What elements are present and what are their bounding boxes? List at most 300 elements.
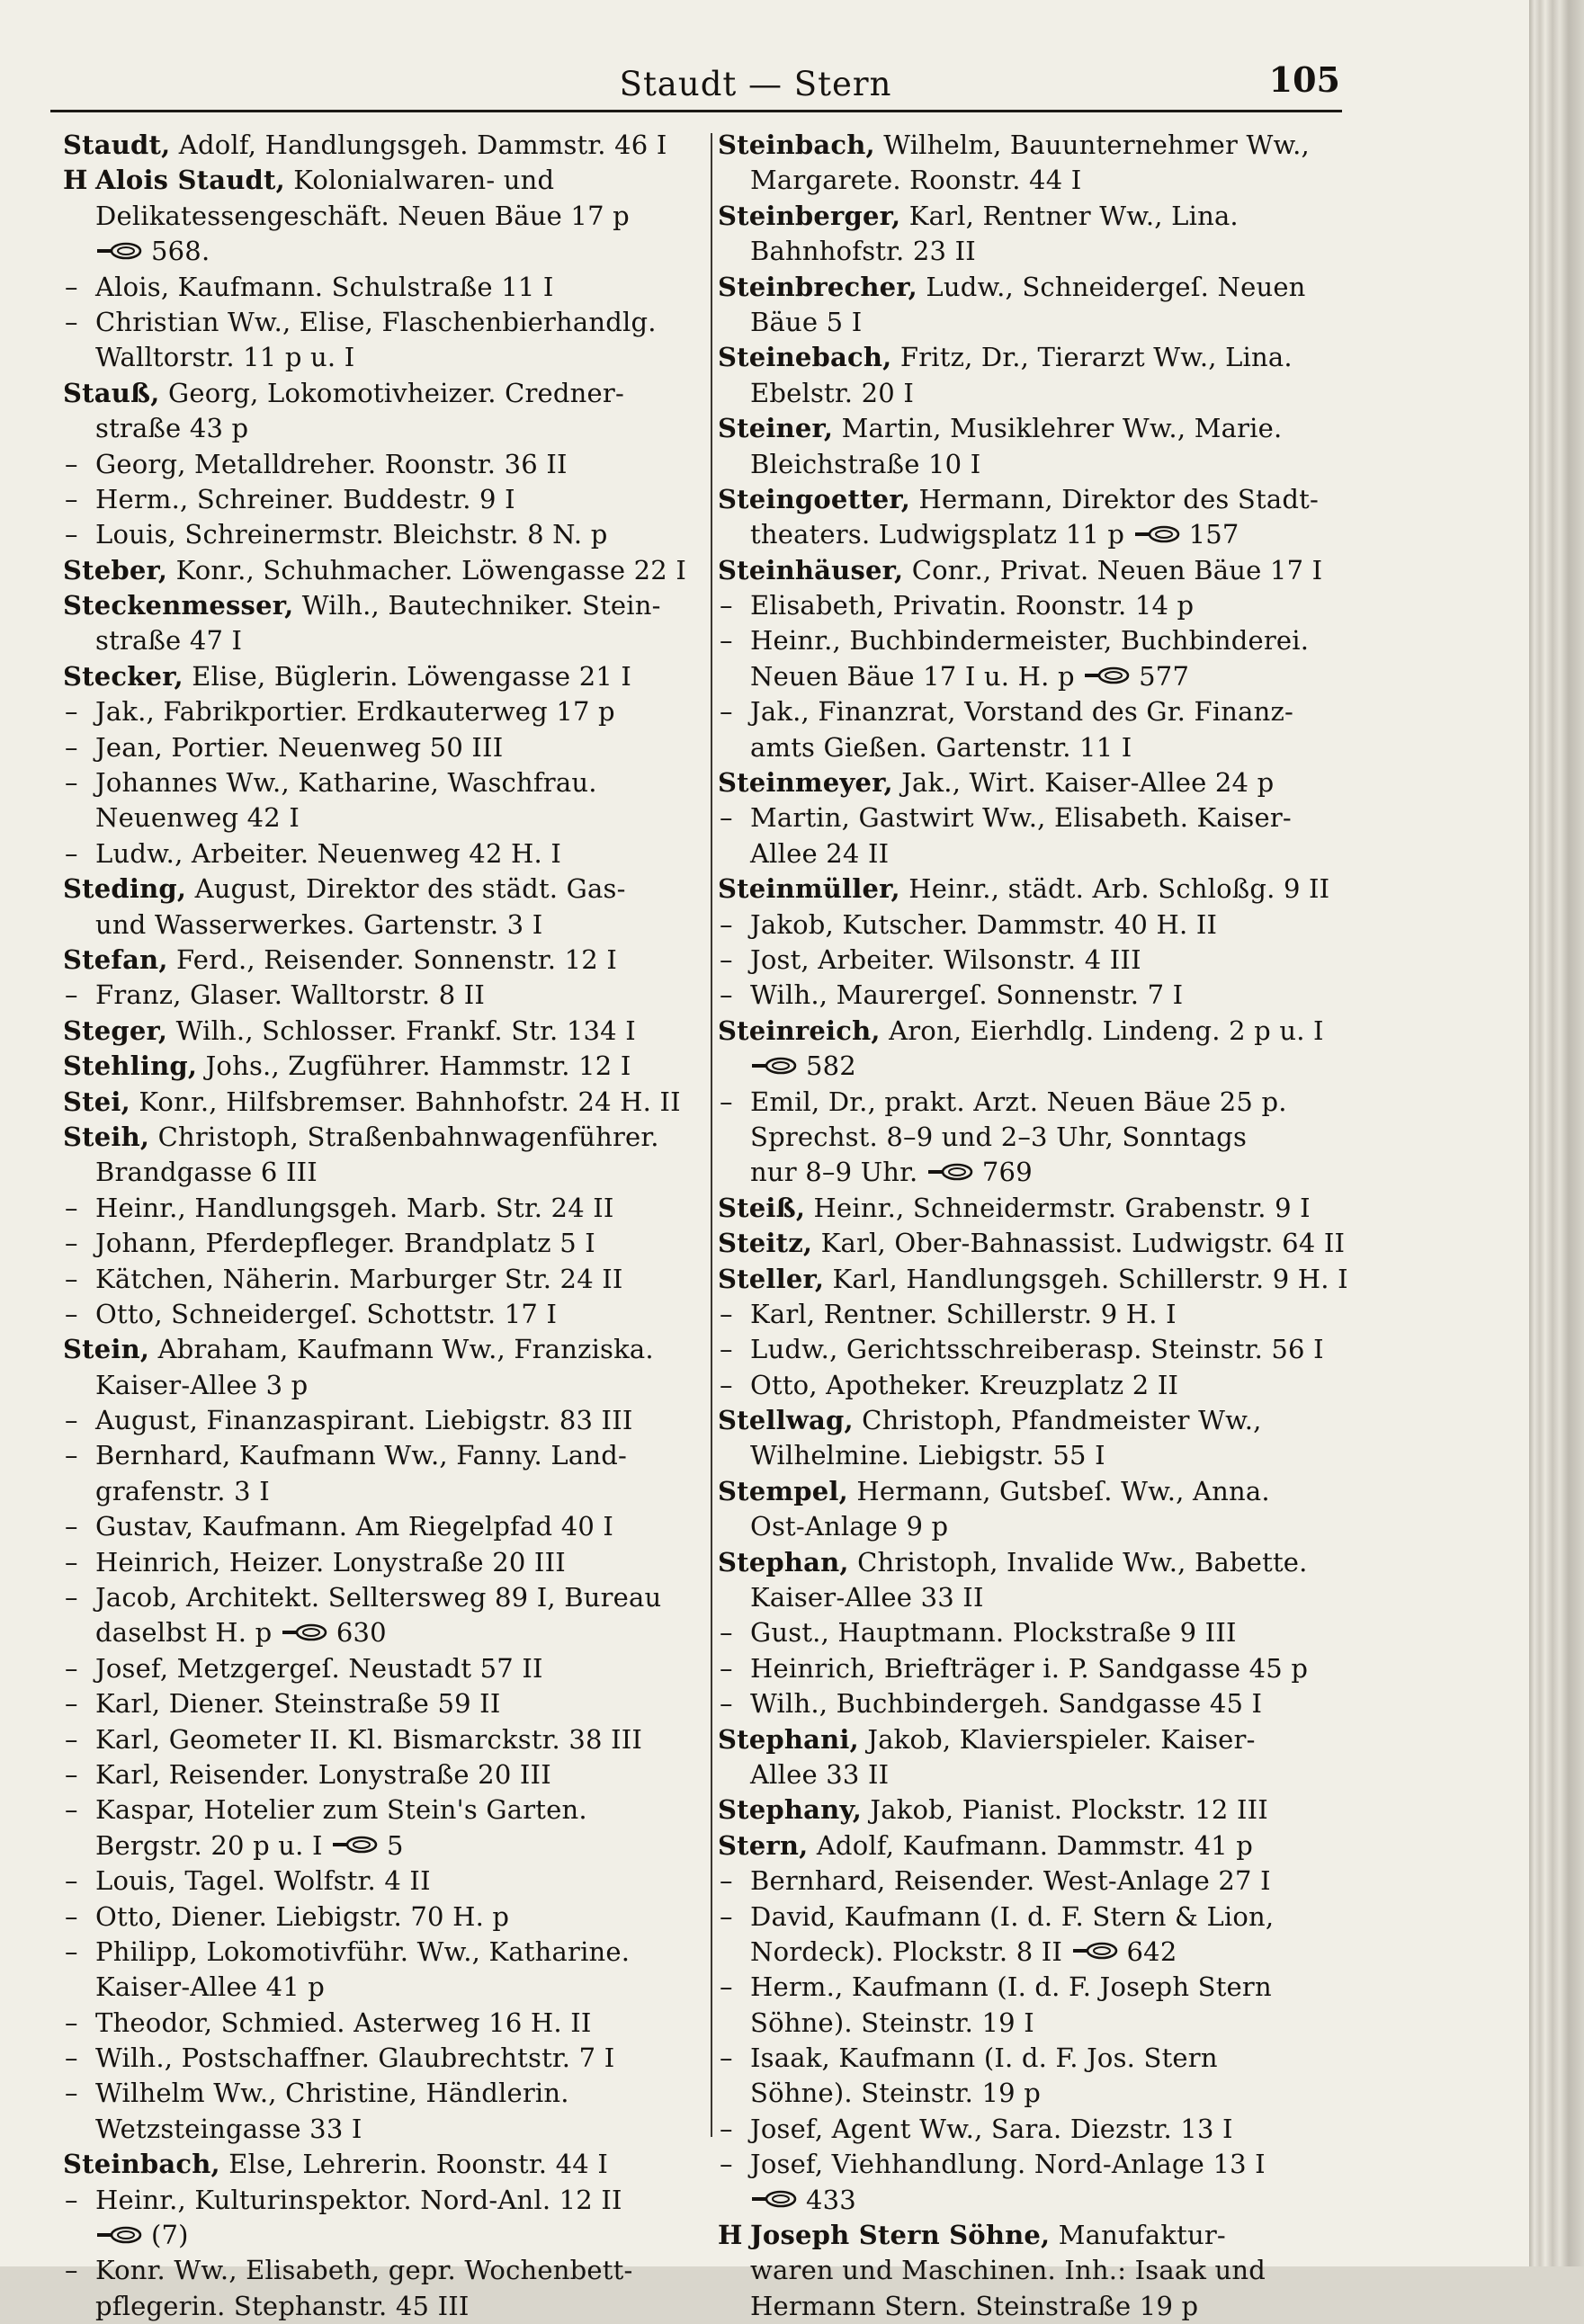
entry-text: Heinr., Kulturinspektor. Nord-Anl. 12 II <box>95 2184 622 2215</box>
entry-text: Nordeck). Plockstr. 8 II <box>750 1935 1063 1967</box>
entry-text: Allee 33 II <box>750 1758 890 1790</box>
entry-line <box>718 1828 1351 1864</box>
continuation-line <box>718 659 1351 694</box>
continuation-line <box>63 1474 693 1509</box>
column-divider <box>711 133 712 2137</box>
entry-text: Allee 24 II <box>750 837 890 869</box>
advert-mark: H <box>718 2220 743 2251</box>
entry-text: Jak., Fabrikportier. Erdkauterweg 17 p <box>95 696 615 728</box>
entry-text: Bernhard, Kaufmann Ww., Fanny. Land- <box>95 1440 627 1471</box>
sub-entry-line <box>718 1651 1351 1686</box>
continuation-line <box>63 1828 693 1864</box>
entry-surname: Steding, <box>63 873 187 905</box>
entry-text: August, Direktor des städt. Gas- <box>186 873 626 905</box>
entry-text: Jost, Arbeiter. Wilsonstr. 4 III <box>750 943 1141 975</box>
sub-entry-line <box>718 1899 1351 1935</box>
book-page-edges <box>1529 0 1584 2266</box>
entry-text: Josef, Agent Ww., Sara. Diezstr. 13 I <box>750 2113 1233 2144</box>
telephone-icon <box>750 2183 799 2218</box>
entry-surname: Steiß, <box>718 1192 806 1223</box>
continuation-line <box>63 1155 693 1190</box>
entry-surname: Steitz, <box>718 1228 813 1259</box>
continuation-line <box>63 1368 693 1403</box>
entry-surname: Stein, <box>63 1334 150 1365</box>
entry-text: Christoph, Pfandmeister Ww., <box>853 1405 1262 1436</box>
entry-text: Jakob, Kutscher. Dammstr. 40 H. II <box>750 908 1218 940</box>
entry-text: Kätchen, Näherin. Marburger Str. 24 II <box>95 1263 623 1294</box>
entry-text: straße 47 I <box>95 625 243 657</box>
continuation-line <box>718 1935 1351 1970</box>
entry-line <box>718 1262 1351 1297</box>
advert-name: Joseph Stern Söhne, <box>750 2220 1051 2251</box>
entry-line <box>718 1014 1351 1049</box>
entry-text: Christoph, Invalide Ww., Babette. <box>848 1546 1308 1578</box>
sub-entry-line <box>63 517 693 552</box>
entry-text: Kaspar, Hotelier zum Stein's Garten. <box>95 1794 587 1826</box>
entry-text: David, Kaufmann (I. d. F. Stern & Lion, <box>750 1900 1275 1932</box>
sub-entry-line <box>63 1864 693 1899</box>
entry-text: Ebelstr. 20 I <box>750 377 914 408</box>
entry-text: Fritz, Dr., Tierarzt Ww., Lina. <box>891 342 1293 373</box>
entry-text: Ludw., Gerichtsschreiberasp. Steinstr. 56 I <box>750 1334 1324 1365</box>
spacer <box>1062 1936 1070 1967</box>
entry-text: Isaak, Kaufmann (I. d. F. Jos. Stern <box>750 2042 1218 2074</box>
entry-text: Hermann, Gutsbeſ. Ww., Anna. <box>847 1475 1270 1506</box>
entry-text: Otto, Apotheker. Kreuzplatz 2 II <box>750 1369 1179 1400</box>
sub-entry-line <box>718 907 1351 943</box>
entry-text: Christian Ww., Elise, Flaschenbierhandlg. <box>95 306 657 337</box>
sub-entry-line <box>63 1191 693 1226</box>
entry-line <box>63 872 693 907</box>
entry-line <box>63 1120 693 1155</box>
entry-text: Heinrich, Heizer. Lonystraße 20 III <box>95 1546 566 1578</box>
entry-text: Bernhard, Reisender. West-Anlage 27 I <box>750 1865 1271 1897</box>
entry-text: Elisabeth, Privatin. Roonstr. 14 p <box>750 590 1195 621</box>
entry-text: Josef, Viehhandlung. Nord-Anlage 13 I <box>750 2149 1266 2180</box>
entry-text: Emil, Dr., prakt. Arzt. Neuen Bäue 25 p. <box>750 1086 1287 1117</box>
entry-text: Gust., Hauptmann. Plockstraße 9 III <box>750 1617 1237 1649</box>
spacer <box>1075 661 1083 692</box>
sub-entry-line <box>718 1864 1351 1899</box>
entry-text: Söhne). Steinstr. 19 p <box>750 2078 1041 2109</box>
entry-text: straße 43 p <box>95 413 249 444</box>
sub-entry-line <box>63 2041 693 2076</box>
telephone-line <box>63 2218 693 2253</box>
sub-entry-line <box>63 1757 693 1792</box>
sub-entry-line <box>718 1297 1351 1332</box>
entry-surname: Steih, <box>63 1121 150 1152</box>
entry-text: Ludw., Arbeiter. Neuenweg 42 H. I <box>95 837 561 869</box>
telephone-line <box>63 234 693 269</box>
sub-entry-line <box>63 2183 693 2218</box>
entry-surname: Steiner, <box>718 413 834 444</box>
sub-entry-line <box>63 2253 693 2288</box>
sub-entry-line <box>63 1580 693 1615</box>
sub-entry-line <box>63 978 693 1013</box>
header-rule <box>50 110 1342 112</box>
telephone-number: 5 <box>387 1829 404 1861</box>
entry-line <box>63 1049 693 1084</box>
continuation-line <box>63 411 693 446</box>
entry-line <box>718 199 1351 234</box>
continuation-line <box>718 2289 1351 2324</box>
entry-line <box>63 1014 693 1049</box>
entry-text: Martin, Gastwirt Ww., Elisabeth. Kaiser- <box>750 802 1292 834</box>
advert-entry-line <box>718 2218 1351 2253</box>
entry-line <box>718 1722 1351 1757</box>
telephone-number: 568. <box>151 236 210 267</box>
entry-line <box>718 128 1351 163</box>
sub-entry-line <box>718 1615 1351 1650</box>
sub-entry-line <box>718 1686 1351 1721</box>
entry-text: Karl, Ober-Bahnassist. Ludwigstr. 64 II <box>812 1228 1346 1259</box>
entry-text: Ferd., Reisender. Sonnenstr. 12 I <box>167 943 618 975</box>
entry-text: Wilh., Bautechniker. Stein- <box>293 590 661 621</box>
entry-text: Wetzsteingasse 33 I <box>95 2113 362 2144</box>
sub-entry-line <box>63 2006 693 2041</box>
page-number: 105 <box>1268 59 1340 100</box>
sub-entry-line <box>63 1262 693 1297</box>
entry-text: Kaiser-Allee 33 II <box>750 1582 984 1613</box>
entry-line <box>63 1085 693 1120</box>
entry-text: Karl, Reisender. Lonystraße 20 III <box>95 1758 551 1790</box>
telephone-icon <box>331 1828 380 1864</box>
continuation-line <box>63 623 693 658</box>
entry-text: Karl, Handlungsgeh. Schillerstr. 9 H. I <box>824 1263 1348 1294</box>
entry-surname: Steller, <box>718 1263 825 1294</box>
entry-surname: Stephani, <box>718 1723 859 1755</box>
entry-line <box>718 1792 1351 1828</box>
entry-text: Herm., Kaufmann (I. d. F. Joseph Stern <box>750 1971 1272 2003</box>
entry-surname: Stephan, <box>718 1546 849 1578</box>
continuation-line <box>718 163 1351 198</box>
telephone-icon <box>1133 517 1182 552</box>
telephone-icon <box>95 2218 144 2253</box>
entry-text: Bleichstraße 10 I <box>750 448 981 479</box>
entry-line <box>718 1474 1351 1509</box>
entry-line <box>718 1403 1351 1438</box>
entry-surname: Steinbach, <box>718 130 875 160</box>
entry-text: Kaiser-Allee 41 p <box>95 1971 326 2003</box>
entry-line <box>718 482 1351 517</box>
spacer <box>272 1617 280 1648</box>
entry-text: Ludw., Schneidergeſ. Neuen <box>917 271 1306 302</box>
entry-text: Hermann, Direktor des Stadt- <box>910 483 1319 514</box>
entry-text: Philipp, Lokomotivführ. Ww., Katharine. <box>95 1935 631 1967</box>
entry-surname: Steinmüller, <box>718 873 900 905</box>
entry-line <box>718 765 1351 800</box>
telephone-number: 630 <box>336 1617 387 1649</box>
entry-text: Heinr., Buchbindermeister, Buchbinderei. <box>750 625 1310 657</box>
entry-line <box>718 553 1351 588</box>
entry-text: Bergstr. 20 p u. I <box>95 1829 323 1861</box>
entry-text: Christoph, Straßenbahnwagenführer. <box>149 1121 659 1152</box>
entry-text: August, Finanzaspirant. Liebigstr. 83 III <box>95 1405 633 1436</box>
entry-surname: Steinreich, <box>718 1015 881 1046</box>
entry-surname: Steinebach, <box>718 342 892 373</box>
entry-text: nur 8–9 Uhr. <box>750 1157 918 1188</box>
entry-surname: Steinhäuser, <box>718 554 904 585</box>
sub-entry-line <box>63 447 693 482</box>
continuation-line <box>718 1509 1351 1544</box>
entry-surname: Stellwag, <box>718 1405 854 1436</box>
entry-surname: Steinberger, <box>718 200 901 231</box>
entry-line <box>63 2147 693 2182</box>
entry-text: Karl, Geometer II. Kl. Bismarckstr. 38 III <box>95 1723 643 1755</box>
sub-entry-line <box>63 1545 693 1580</box>
continuation-line <box>718 2076 1351 2111</box>
entry-text: Georg, Lokomotivheizer. Credner- <box>159 377 624 408</box>
entry-surname: Stephany, <box>718 1794 862 1826</box>
telephone-icon <box>1083 659 1132 694</box>
advert-name: Alois Staudt, <box>95 165 285 196</box>
entry-text: Ost-Anlage 9 p <box>750 1511 949 1542</box>
entry-text: Wilh., Maurergeſ. Sonnenstr. 7 I <box>750 979 1184 1011</box>
entry-text: Karl, Rentner. Schillerstr. 9 H. I <box>750 1298 1177 1329</box>
sub-entry-line <box>718 1085 1351 1120</box>
entry-text: Heinr., Schneidermstr. Grabenstr. 9 I <box>805 1192 1311 1223</box>
entry-text: Johs., Zugführer. Hammstr. 12 I <box>197 1050 631 1082</box>
entry-line <box>718 1191 1351 1226</box>
spacer <box>323 1830 331 1861</box>
sub-entry-line <box>718 1332 1351 1367</box>
entry-surname: Stehling, <box>63 1050 198 1082</box>
sub-entry-line <box>63 1509 693 1544</box>
sub-entry-line <box>63 1226 693 1261</box>
entry-text: Bäue 5 I <box>750 306 863 337</box>
entry-surname: Staudt, <box>63 130 171 160</box>
entry-surname: Steinbach, <box>63 2149 220 2180</box>
continuation-line <box>718 730 1351 765</box>
entry-text: Jakob, Klavierspieler. Kaiser- <box>858 1723 1256 1755</box>
entry-text: Wilh., Schlosser. Frankf. Str. 134 I <box>167 1015 636 1046</box>
telephone-number: 642 <box>1126 1935 1177 1967</box>
entry-surname: Steckenmesser, <box>63 590 294 621</box>
entry-text: Wilhelm, Bauunternehmer Ww., <box>874 130 1310 160</box>
telephone-number: 769 <box>981 1157 1033 1188</box>
entry-text: Gustav, Kaufmann. Am Riegelpfad 40 I <box>95 1511 614 1542</box>
continuation-line <box>63 340 693 375</box>
sub-entry-line <box>63 1438 693 1473</box>
continuation-line <box>718 305 1351 340</box>
sub-entry-line <box>63 1686 693 1721</box>
telephone-icon <box>926 1155 975 1190</box>
entry-text: Aron, Eierhdlg. Lindeng. 2 p u. I <box>880 1015 1324 1046</box>
continuation-line <box>718 1757 1351 1792</box>
entry-text: Otto, Schneidergeſ. Schottstr. 17 I <box>95 1298 558 1329</box>
entry-text: Konr. Ww., Elisabeth, gepr. Wochenbett- <box>95 2255 633 2286</box>
entry-text: Margarete. Roonstr. 44 I <box>750 165 1082 196</box>
continuation-line <box>718 234 1351 269</box>
entry-surname: Stern, <box>718 1829 809 1861</box>
entry-text: Louis, Tagel. Wolfstr. 4 II <box>95 1865 431 1897</box>
entry-text: Karl, Rentner Ww., Lina. <box>900 200 1239 231</box>
entry-text: Konr., Schuhmacher. Löwengasse 22 I <box>167 554 687 585</box>
entry-text: Alois, Kaufmann. Schulstraße 11 I <box>95 271 554 302</box>
continuation-line <box>63 907 693 943</box>
entry-line <box>718 1545 1351 1580</box>
continuation-line <box>718 2253 1351 2288</box>
entry-surname: Stefan, <box>63 943 168 975</box>
entry-text: Jak., Wirt. Kaiser-Allee 24 p <box>892 767 1275 799</box>
continuation-line <box>718 1438 1351 1473</box>
entry-text: Heinrich, Briefträger i. P. Sandgasse 45 p <box>750 1652 1309 1684</box>
entry-line <box>718 270 1351 305</box>
telephone-number: 433 <box>806 2184 856 2215</box>
sub-entry-line <box>63 1935 693 1970</box>
entry-text: und Wasserwerkes. Gartenstr. 3 I <box>95 908 543 940</box>
entry-text: Konr., Hilfsbremser. Bahnhofstr. 24 H. II <box>130 1086 681 1117</box>
entry-text: waren und Maschinen. Inh.: Isaak und <box>750 2255 1266 2286</box>
telephone-line <box>718 1049 1351 1084</box>
entry-text: Wilhelm Ww., Christine, Händlerin. <box>95 2078 569 2109</box>
continuation-line <box>718 517 1351 552</box>
entry-line <box>63 659 693 694</box>
page-header-title: Staudt — Stern <box>619 65 892 103</box>
entry-text: Louis, Schreinermstr. Bleichstr. 8 N. p <box>95 519 608 550</box>
entry-text: Jakob, Pianist. Plockstr. 12 III <box>862 1794 1268 1826</box>
entry-text: Adolf, Handlungsgeh. Dammstr. 46 I <box>170 130 667 160</box>
entry-text: Manufaktur- <box>1050 2220 1226 2251</box>
entry-text: Kaiser-Allee 3 p <box>95 1369 309 1400</box>
entry-text: Conr., Privat. Neuen Bäue 17 I <box>903 554 1323 585</box>
entry-text: Neuenweg 42 I <box>95 802 300 834</box>
sub-entry-line <box>718 2041 1351 2076</box>
entry-text: Herm., Schreiner. Buddestr. 9 I <box>95 483 515 514</box>
entry-text: Hermann Stern. Steinstraße 19 p <box>750 2290 1199 2321</box>
sub-entry-line <box>63 305 693 340</box>
right-column <box>718 128 1351 2324</box>
continuation-line <box>63 199 693 234</box>
sub-entry-line <box>63 482 693 517</box>
entry-text: Jak., Finanzrat, Vorstand des Gr. Finanz- <box>750 696 1294 728</box>
entry-text: daselbst H. p <box>95 1617 273 1649</box>
sub-entry-line <box>718 800 1351 836</box>
entry-text: Söhne). Steinstr. 19 I <box>750 2007 1034 2038</box>
entry-text: theaters. Ludwigsplatz 11 p <box>750 519 1125 550</box>
continuation-line <box>718 447 1351 482</box>
entry-text: grafenstr. 3 I <box>95 1475 270 1506</box>
telephone-number: 582 <box>806 1050 856 1082</box>
sub-entry-line <box>63 1403 693 1438</box>
entry-text: Heinr., städt. Arb. Schloßg. 9 II <box>899 873 1330 905</box>
entry-line <box>63 1332 693 1367</box>
entry-line <box>63 376 693 411</box>
telephone-icon <box>1071 1935 1120 1970</box>
sub-entry-line <box>63 765 693 800</box>
entry-text: amts Gießen. Gartenstr. 11 I <box>750 731 1132 763</box>
entry-text: Wilh., Postschaffner. Glaubrechtstr. 7 I <box>95 2042 615 2074</box>
entry-text: Kolonialwaren- und <box>284 165 555 196</box>
telephone-icon <box>750 1049 799 1084</box>
entry-text: Delikatessengeschäft. Neuen Bäue 17 p <box>95 200 630 231</box>
sub-entry-line <box>63 270 693 305</box>
sub-entry-line <box>63 1899 693 1935</box>
sub-entry-line <box>718 2147 1351 2182</box>
telephone-number: (7) <box>151 2220 189 2251</box>
continuation-line <box>718 836 1351 872</box>
sub-entry-line <box>718 2112 1351 2147</box>
advert-entry-line <box>63 163 693 198</box>
entry-text: Martin, Musiklehrer Ww., Marie. <box>833 413 1283 444</box>
sub-entry-line <box>63 730 693 765</box>
sub-entry-line <box>718 1970 1351 2005</box>
entry-line <box>63 943 693 978</box>
continuation-line <box>63 2112 693 2147</box>
entry-text: Sprechst. 8–9 und 2–3 Uhr, Sonntags <box>750 1121 1248 1152</box>
entry-text: Theodor, Schmied. Asterweg 16 H. II <box>95 2007 592 2038</box>
sub-entry-line <box>63 2076 693 2111</box>
advert-mark: H <box>63 165 88 196</box>
sub-entry-line <box>63 1722 693 1757</box>
entry-line <box>63 128 693 163</box>
entry-line <box>718 1226 1351 1261</box>
entry-text: Bahnhofstr. 23 II <box>750 236 976 267</box>
entry-text: Jacob, Architekt. Selltersweg 89 I, Bureau <box>95 1582 662 1613</box>
entry-text: Abraham, Kaufmann Ww., Franziska. <box>149 1334 654 1365</box>
sub-entry-line <box>63 1651 693 1686</box>
sub-entry-line <box>718 588 1351 623</box>
entry-text: Johann, Pferdepfleger. Brandplatz 5 I <box>95 1228 595 1259</box>
entry-text: Heinr., Handlungsgeh. Marb. Str. 24 II <box>95 1192 614 1223</box>
entry-line <box>63 588 693 623</box>
telephone-number: 157 <box>1188 519 1239 550</box>
entry-text: Elise, Büglerin. Löwengasse 21 I <box>183 660 632 692</box>
entry-text: Walltorstr. 11 p u. I <box>95 342 355 373</box>
entry-text: Josef, Metzgergeſ. Neustadt 57 II <box>95 1652 543 1684</box>
entry-surname: Steingoetter, <box>718 483 911 514</box>
entry-surname: Stecker, <box>63 660 183 692</box>
entry-surname: Stauß, <box>63 377 160 408</box>
continuation-line <box>718 1120 1351 1155</box>
continuation-line <box>63 1615 693 1650</box>
continuation-line <box>63 2289 693 2324</box>
sub-entry-line <box>718 943 1351 978</box>
entry-text: pflegerin. Stephanstr. 45 III <box>95 2290 470 2321</box>
sub-entry-line <box>718 694 1351 729</box>
entry-line <box>718 872 1351 907</box>
entry-text: Franz, Glaser. Walltorstr. 8 II <box>95 979 486 1011</box>
entry-text: Wilh., Buchbindergeh. Sandgasse 45 I <box>750 1688 1263 1720</box>
entry-surname: Steger, <box>63 1015 168 1046</box>
entry-surname: Steber, <box>63 554 168 585</box>
sub-entry-line <box>718 1368 1351 1403</box>
sub-entry-line <box>63 836 693 872</box>
entry-text: Else, Lehrerin. Roonstr. 44 I <box>219 2149 608 2180</box>
entry-surname: Steinmeyer, <box>718 767 893 799</box>
entry-line <box>718 411 1351 446</box>
continuation-line <box>718 376 1351 411</box>
entry-line <box>718 340 1351 375</box>
sub-entry-line <box>63 1792 693 1828</box>
continuation-line <box>718 1580 1351 1615</box>
continuation-line <box>63 800 693 836</box>
entry-surname: Stei, <box>63 1086 130 1117</box>
entry-text: Adolf, Kaufmann. Dammstr. 41 p <box>808 1829 1254 1861</box>
entry-line <box>63 553 693 588</box>
continuation-line <box>718 2006 1351 2041</box>
entry-text: Brandgasse 6 III <box>95 1157 318 1188</box>
sub-entry-line <box>718 623 1351 658</box>
spacer <box>1124 519 1132 550</box>
entry-surname: Steinbrecher, <box>718 271 917 302</box>
entry-text: Johannes Ww., Katharine, Waschfrau. <box>95 767 597 799</box>
spacer <box>917 1157 926 1187</box>
continuation-line <box>718 1155 1351 1190</box>
left-column <box>63 128 693 2324</box>
entry-text: Otto, Diener. Liebigstr. 70 H. p <box>95 1900 510 1932</box>
entry-text: Neuen Bäue 17 I u. H. p <box>750 660 1075 692</box>
